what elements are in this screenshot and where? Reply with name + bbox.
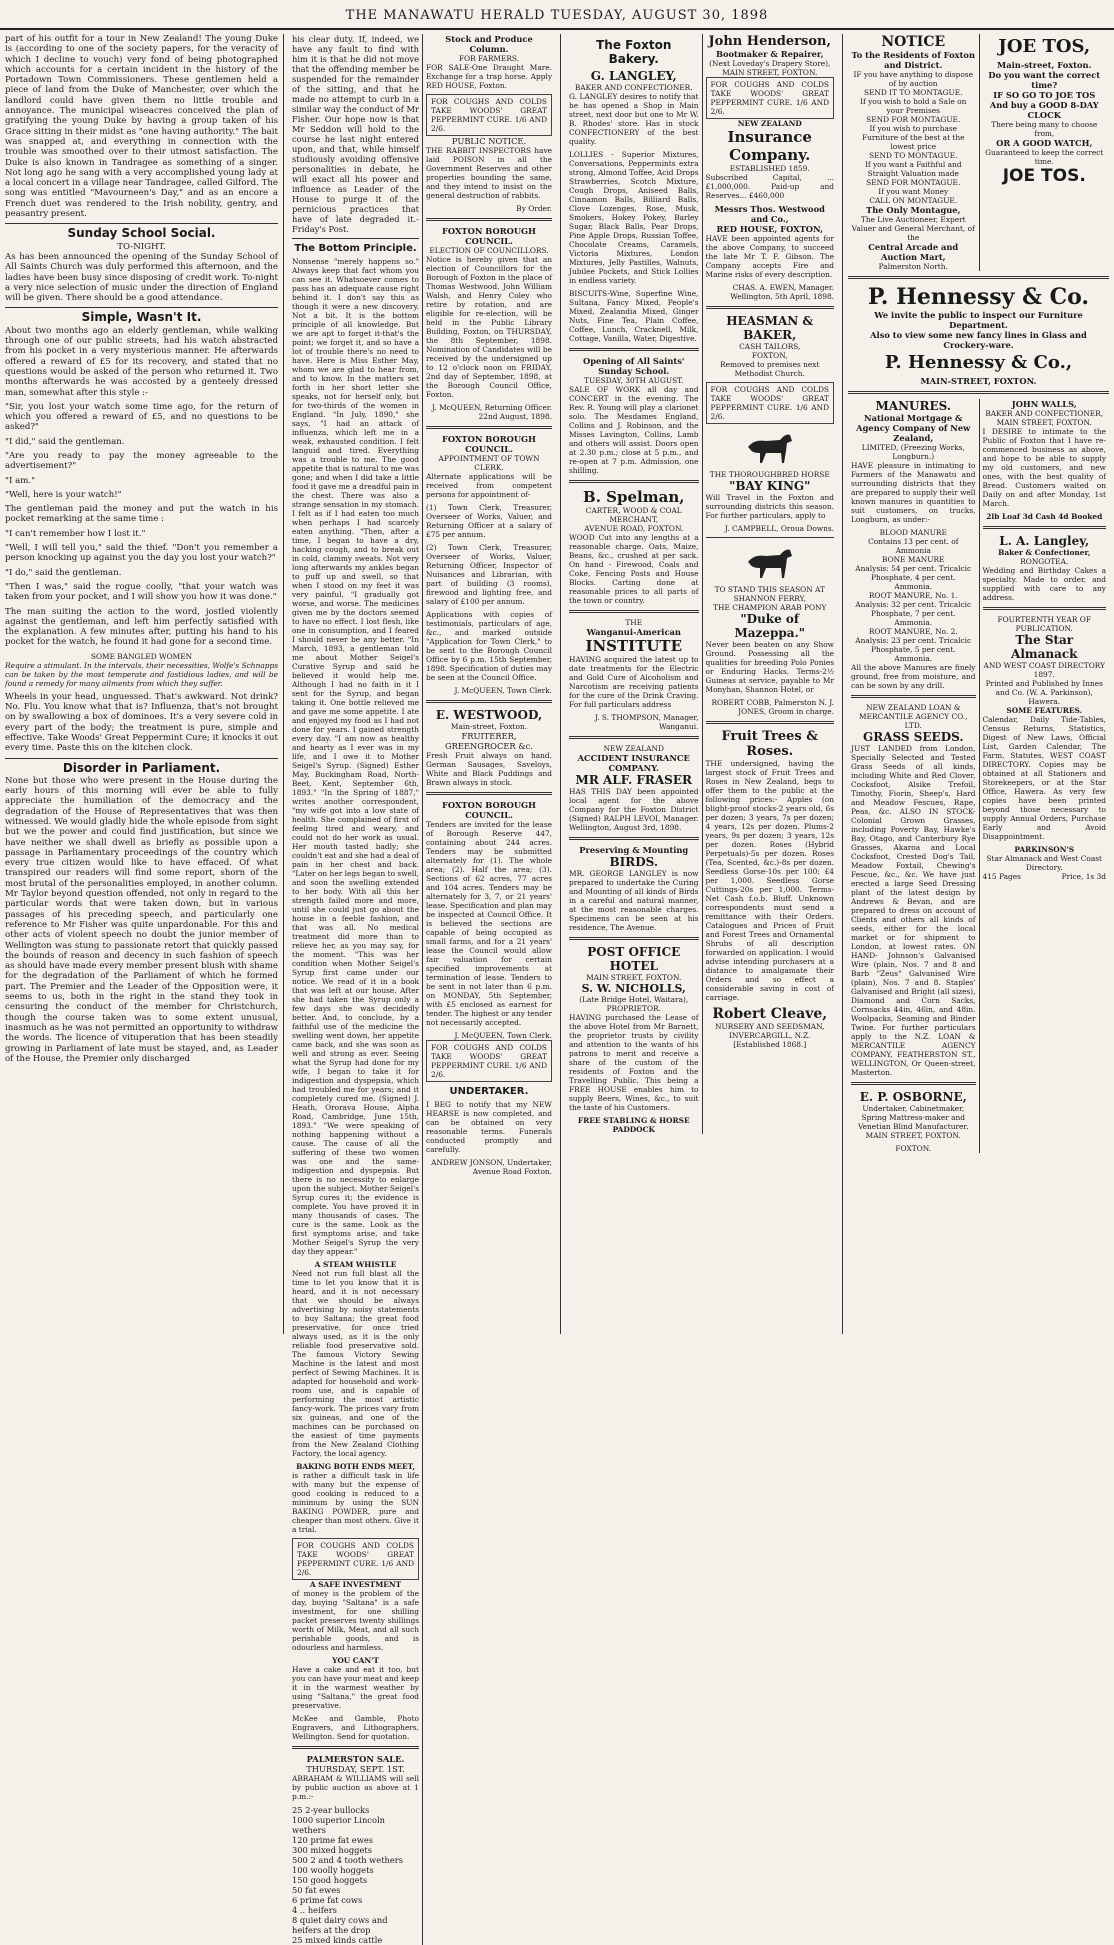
loaf-price: 2lb Loaf 3d Cash 4d Booked xyxy=(986,512,1103,521)
masthead-rule xyxy=(0,28,1114,30)
list-item: 4 .. heifers xyxy=(292,1905,337,1915)
mazeppa-heading: TO STAND THIS SEASON AT SHANNON FERRY, xyxy=(714,585,825,603)
only-montague: The Only Montague, xyxy=(866,205,961,215)
joe-tos-end: JOE TOS. xyxy=(1002,166,1086,186)
lease-text: Tenders are invited for the lease of Borough Reserve 447, containing about 244 acres. Tenders may be submitted alternately for (1). The whole area; (2). Half the area; (3). Sections of 62 acres, 77 acres and 104 acres. Tenders may be alternately for 3, 7, or 21 years' lease. Specification and plan may be inspected at Council Office. It is believed the sections are capable of being occupied as small farms, and for a 21 years' lease the Council would allow fair valuation for certain specified improvements at termination of lease. Tenders to be sent in not later than 6 p.m. on MONDAY, 5th September, with £5 enclosed as earnest for tender. The highest or any tender not necessarily accepted. xyxy=(426,820,552,1027)
la-langley-sub: Baker & Confectioner, xyxy=(998,548,1091,557)
column-4-top xyxy=(848,34,1109,271)
stock-produce-sub: FOR FARMERS. xyxy=(458,54,520,63)
divider xyxy=(848,391,1109,394)
safe-investment-text: of money is the problem of the day, buying "Saltana" is a safe investment, for one shilling packet preserves twenty shillings worth of Milk, Meat, and all such perishable goods, and is odourless and harmless. xyxy=(292,1589,419,1652)
walls-text: I DESIRE to intimate to the Public of Foxton that I have re-commenced business as above, and hope to be able to supply my old customers, and new ones, with the best quality of Bread. Customers waited on Daily on and after Monday, 1st March. xyxy=(982,427,1106,508)
divider xyxy=(426,218,552,221)
wheels-text: Wheels in your head, unguessed. That's awkward. Not drink? No. Flu. You know what that is? Influenza, that's not brought on by swallowing a box of dominoes. It's a very severe cold in every part of the body; the treatment is pure, simple and effective. Take Woods' Great Peppermint Cure; it knocks it out every time. Paste this on the kitchen clock. xyxy=(5,691,278,754)
manure-item: Analysis: 54 per cent. Tricalcic Phosphate, 4 per cent. Ammonia. xyxy=(855,564,972,591)
column-4-left xyxy=(848,399,979,1153)
list-item: 100 woolly hoggets xyxy=(292,1865,374,1875)
notice-line: If you wish to purchase Furniture of the best at the lowest price xyxy=(861,124,965,151)
divider xyxy=(426,792,552,795)
hennessy-heading: P. Hennessy & Co. xyxy=(867,284,1090,310)
manure-item: BONE MANURE xyxy=(882,555,945,564)
lollies-text: LOLLIES - Superior Mixtures, Conversations, Peppermints extra strong, Almond Toffee, Acid Drops Strawberries, Scotch Mixture, Cough Drops, Aniseed Balls, Cinnamon Balls, Billiard Balls, Clove Lozenges, Rose, Musk, Smokers, Hokey Pokey, Barley Sugar, Black Balls, Pear Drops, Pine Apple Drops, Russian Toffee, Chocolate Creams, Caramels, Victoria Mixtures, London Mixtures, Jelly Pastilles, Walnuts, Jubilee Pockets, and Stick Lollies in endless variety. xyxy=(569,150,699,285)
simple-paragraph: "Then I was," said the rogue coolly, "that your watch was taken from your pocket, and I will show you how it was done." xyxy=(5,581,278,603)
borough-council-heading: FOXTON BOROUGH COUNCIL. xyxy=(442,226,536,246)
divider xyxy=(851,695,976,698)
column-4 xyxy=(842,34,1114,1334)
sunday-school-social-heading: Sunday School Social. xyxy=(67,226,216,241)
horse-icon xyxy=(740,542,800,582)
simple-paragraph: "Well, here is your watch!" xyxy=(5,489,122,500)
stock-list xyxy=(292,1805,419,1945)
woods-cure-ad: FOR COUGHS AND COLDS TAKE WOODS' GREAT PEPPERMINT CURE. 1/6 AND 2/6. xyxy=(426,94,552,136)
woods-cure-ad: FOR COUGHS AND COLDS TAKE WOODS' GREAT PEPPERMINT CURE. 1/6 AND 2/6. xyxy=(292,1538,419,1580)
red-house-text: HAVE been appointed agents for the above Company, to succeed the late Mr T. F. Gibson. The Company accepts Fire and Marine risks of every description. xyxy=(705,234,834,279)
langley-name: G. LANGLEY, xyxy=(590,69,677,83)
fruiterer-heading: FRUITERER, GREENGROCER &c. xyxy=(445,731,533,751)
list-item: 8 quiet dairy cows and heifers at the drop xyxy=(292,1915,388,1935)
baking-text: is rather a difficult task in life with many but the expense of good cooking is reduced to a minimum by using the SUN BAKING POWDER, pure and cheaper than most others. Give it a trial. xyxy=(292,1471,419,1534)
birds-text: MR. GEORGE LANGLEY is now prepared to undertake the Curing and Mounting of all kinds of Birds in a careful and natural manner, at the most reasonable charges. Specimens can be seen at his residence, The Avenue. xyxy=(569,869,699,932)
divider xyxy=(292,1746,419,1749)
post-office-text: HAVING purchased the Lease of the above Hotel from Mr Barnett, the proprietor trusts by civility and attention to the wants of his patrons to merit and receive a share of the custom of the residents of Foxton and the Travelling Public. This being a FREE HOUSE enables him to supply Beers, Wines, &c., to suit the taste of his Customers. xyxy=(569,1013,699,1112)
hennessy-heading-2: P. Hennessy & Co., xyxy=(884,352,1073,373)
column-3-right xyxy=(702,34,838,1134)
mazeppa-text: Never been beaten on any Show Ground. Possessing all the qualities for breeding Polo Ponies or Enduring Hacks. Terms-2½ Guineas at service, payable to Mr Monyhan, Shannon Hotel, or xyxy=(705,640,834,694)
bay-king-text: Will Travel in the Foxton and surrounding districts this season. For further particulars, apply to xyxy=(705,493,834,520)
westwood-address: Main-street, Foxton. xyxy=(450,722,528,731)
steam-whistle-text: Need not run full blast all the time to let you know that it is heard, and it is not necessary that we should be always advertising by noisy statements to buy Saltana; the great food preservative, for once tried always used, as it is the only reliable food preservative sold. The famous Victory Sewing Machine is the latest and most perfect of Sewing Machines. It is adapted for household and work-room use, and is capable of performing the most artistic fancy-work. The prices vary from six guineas, and one of the machines can be purchased on the easiest of time payments from the New Zealand Clothing Factory, the local agency. xyxy=(292,1269,419,1458)
list-item: 120 prime fat ewes xyxy=(292,1835,373,1845)
all-saints-date: TUESDAY, 30TH AUGUST. xyxy=(584,376,684,385)
spelman-trade: CARTER, WOOD & COAL MERCHANT, xyxy=(585,506,682,524)
manure-item: Analysis: 32 per cent. Tricalcic Phosphate, 7 per cent. Ammonia. xyxy=(855,600,972,627)
woods-cure-ad: FOR COUGHS AND COLDS TAKE WOODS' GREAT PEPPERMINT CURE. 1/6 AND 2/6. xyxy=(706,77,835,119)
hennessy-also: Also to view some new fancy lines in Glass and Crockery-ware. xyxy=(870,330,1087,350)
birds-heading-2: BIRDS. xyxy=(609,855,659,869)
national-mortgage-sub: LIMITED, (Freezing Works, Longburn.) xyxy=(861,443,965,461)
rabbit-signature: By Order. xyxy=(516,204,552,213)
list-item: 1000 superior Lincoln wethers xyxy=(292,1815,385,1835)
simple-paragraph: "I am." xyxy=(5,475,36,486)
notice-line: SEND IT TO MONTAGUE. xyxy=(863,88,963,97)
town-clerk-text: Alternate applications will be received from competent persons for appointment of- xyxy=(426,472,552,499)
langley-trade: BAKER AND CONFECTIONER. xyxy=(574,83,693,92)
red-house-signature: CHAS. A. EWEN, Manager. Wellington, 5th April, 1898. xyxy=(730,283,834,301)
notice-line: SEND TO MONTAGUE. xyxy=(869,151,958,160)
price: Price, 1s 3d xyxy=(1061,872,1106,881)
disorder-heading: Disorder in Parliament. xyxy=(62,760,221,775)
osborne-text: Undertaker, Cabinetmaker, Spring Mattress-maker and Venetian Blind Manufacturer. MAIN STREET, FOXTON. xyxy=(858,1104,969,1140)
manure-item: BLOOD MANURE xyxy=(879,528,947,537)
cleave-established: [Established 1868.] xyxy=(733,1040,807,1049)
list-item: 50 fat ewes xyxy=(292,1885,341,1895)
heasman-heading: HEASMAN & BAKER, xyxy=(726,314,814,342)
mazeppa-name: "Duke of Mazeppa." xyxy=(734,612,805,640)
joe-tos-question: Do you want the correct time? xyxy=(988,70,1101,90)
duke-article: part of his outfit for a tour in New Zealand! The young Duke is (according to one of the society papers, for the veracity of which I decline to vouch) very fond of being photographed which accounts for a certain incident in the history of the Portadown Town Commissioners. These gentlemen held a piece of land from the Duke of Manchester, over which the landlord could have given them no little trouble and annoyance. The municipal wiseacres conceived the plan of gratifying the young Duke by having a group taken of his Grace sitting in their midst as "one having authority." The bait was snapped at, and everything in connection with the trouble was smoothed over to their utmost satisfaction. The Duke is also known in Tandragee as something of a singer. Not long ago he sang with a very accomplished young lady at a local concert in a village near Tandragee, called Gilford. The song was entitled "Mavourneen's Day," and as an encore a French duet was rendered to the Irish nobility, gentry, and peasantry present. xyxy=(5,34,278,220)
town-clerk-signature: J. McQUEEN, Town Clerk. xyxy=(454,686,552,695)
nz-loan-heading: NEW ZEALAND LOAN & MERCANTILE AGENCY CO., LTD. xyxy=(859,703,968,730)
post-office-address: MAIN STREET, FOXTON. xyxy=(586,973,682,982)
notice-line: If you want Money xyxy=(878,187,949,196)
notice-heading: NOTICE xyxy=(881,34,946,50)
institute-signature: J. S. THOMPSON, Manager, Wanganui. xyxy=(594,713,699,731)
notice-line: CALL ON MONTAGUE. xyxy=(869,196,958,205)
institute-text: HAVING acquired the latest up to date treatments for the Electric and Gold Cure of Alcoholism and Narcotism are receiving patients for the cure of the Drink Craving. For full particulars address xyxy=(569,655,699,709)
borough-council-heading: FOXTON BOROUGH COUNCIL. xyxy=(442,434,536,454)
manure-end: All the above Manures are finely ground, free from moisture, and can be sown by any drill. xyxy=(851,663,976,690)
star-printer: Printed and Published by Innes and Co. (W. A. Parkinson), Hawera. xyxy=(985,679,1103,706)
westwood-heading: E. WESTWOOD, xyxy=(435,708,543,722)
list-item: 6 prime fat cows xyxy=(292,1895,363,1905)
bay-king-signature: J. CAMPBELL, Oroua Downs. xyxy=(724,524,834,533)
cleave-heading: Robert Cleave, xyxy=(712,1006,828,1022)
bottom-principle-heading: The Bottom Principle. xyxy=(294,243,417,254)
la-langley-text: Wedding and Birthday Cakes a specialty. Made to order, and supplied with care to any address. xyxy=(982,566,1106,602)
column-2-left xyxy=(289,34,422,1945)
westwood-agents: Messrs Thos. Westwood and Co., xyxy=(714,204,825,224)
election-signature: J. McQUEEN, Returning Officer. 22nd August, 1898. xyxy=(432,403,552,421)
page-count: 415 Pages xyxy=(982,872,1021,881)
parkinsons: PARKINSON'S xyxy=(1014,845,1075,854)
grass-seeds-text: JUST LANDED from London, Specially Selected and Tested Grass Seeds of all kinds, including White and Red Clover, Cocksfoot, Alsike Trefoil, Timothy, Fiorin, Sheep's, Hard and Meadow Fescues, Rape, Peas, &c. ALSO IN STOCK-Colonial Grown Grasses, including Poverty Bay, Hawke's Bay, Otago, and Canterbury Rye Grasses, Akaroa and Local Cocksfoot, Crested Dog's Tail, Meadow Foxtail, Chewing's Fescue, &c., &c. We have just erected a large Seed Dressing plant of the latest design by Andrews & Bevan, and are prepared to dress on account of Clients and others all kinds of seeds, either for the local market or for shipment to London, at lowest rates. ON HAND- Johnson's Galvanised Wire (plain, Nos. 7 and 8 and Barb "Zeus" Galvanised Wire (plain), Nos. 7 and 8. Staples' Galvanised and Bright (all sizes), Diamond and Corn Sacks, Cornsacks 44in, 46in, and 48in. Woolpacks, Seaming and Binder Twine. For further particulars apply to the N.Z. LOAN & MERCANTILE AGENCY COMPANY, FEATHERSTON ST., WELLINGTON, Or Queen-street, Masterton. xyxy=(851,744,976,1077)
post-office-hotel-heading: POST OFFICE HOTEL xyxy=(587,945,681,973)
joe-tos-address: Main-street, Foxton. xyxy=(997,60,1092,70)
spelman-heading: B. Spelman, xyxy=(583,488,685,506)
star-features: SOME FEATURES. xyxy=(1006,706,1083,715)
bay-king-heading: THE THOROUGHBRED HORSE xyxy=(709,470,830,479)
parkinsons-sub: Star Almanack and West Coast Directory. xyxy=(986,854,1103,872)
list-item: 25 mixed kinds cattle xyxy=(292,1935,383,1945)
bakery-text: G. LANGLEY desires to notify that he has opened a Shop in Main street, next door but one to Mr W. B. Rhodes' store. Has in stock CONFECTIONERY of the best quality. xyxy=(569,92,699,146)
hennessy-address: MAIN-STREET, FOXTON. xyxy=(920,376,1037,386)
column-2-right xyxy=(422,34,555,1945)
simple-heading: Simple, Wasn't It. xyxy=(81,310,202,325)
divider xyxy=(569,736,699,739)
mazeppa-signature: ROBERT COBB, Palmerston N. J. JONES, Groom in charge. xyxy=(711,698,834,716)
notice-line: SEND FOR MONTAGUE. xyxy=(866,178,961,187)
divider xyxy=(706,306,835,309)
notice-line: SEND FOR MONTAGUE. xyxy=(866,115,961,124)
election-heading: ELECTION OF COUNCILLORS. xyxy=(429,246,549,255)
woods-cure-ad: FOR COUGHS AND COLDS TAKE WOODS' GREAT PEPPERMINT CURE. 1/6 AND 2/6. xyxy=(426,1040,552,1082)
divider xyxy=(706,537,835,538)
divider xyxy=(426,700,552,703)
joe-tos-go: IF SO GO TO JOE TOS xyxy=(993,90,1096,100)
manure-item: Analysis: 23 per cent. Tricalcic Phosphate, 5 per cent. Ammonia. xyxy=(855,636,972,663)
fruiterer-text: Fresh Fruit always on hand. German Sausages, Saveloys, White and Black Puddings and Brawn always in stock. xyxy=(426,751,552,787)
fruit-trees-heading: Fruit Trees & Roses. xyxy=(721,729,818,759)
accident-heading-1: NEW ZEALAND xyxy=(603,744,664,753)
national-mortgage-heading: National Mortgage & Agency Company of New Zealand, xyxy=(856,413,971,443)
town-clerk-option: (2) Town Clerk, Treasurer, Overseer of Works, Valuer, Returning Officer, Inspector of Nuisances and Librarian, with part of building (3 rooms), firewood and lighting free, and salary of £100 per annum. xyxy=(426,543,552,606)
divider xyxy=(426,426,552,429)
town-clerk-heading: APPOINTMENT OF TOWN CLERK. xyxy=(438,454,540,472)
town-clerk-end: Applications with copies of testimonials, particulars of age, &c., and marked outside "Application for Town Clerk," to be sent to the Borough Council Office by 6 p.m. 15th September, 1898. Specification of duties may be seen at the Council Office. xyxy=(426,610,552,682)
you-cant-text: Have a cake and eat it too, but you can have your meat and keep it in the warmest weather by using "Saltana," the great food preservative. xyxy=(292,1665,419,1710)
divider xyxy=(5,223,278,224)
henderson-heading: John Henderson, xyxy=(708,34,831,49)
fraser-heading: MR ALF. FRASER xyxy=(575,773,692,787)
palmerston-sale-heading: PALMERSTON SALE. xyxy=(306,1754,405,1764)
column-3-left xyxy=(566,34,702,1134)
for-sale-ad: FOR SALE-One Draught Mare. Exchange for a trap horse. Apply RED HOUSE, Foxton. xyxy=(426,63,552,90)
cleave-trade: NURSERY AND SEEDSMAN, INVERCARGILL, N.Z. xyxy=(715,1022,825,1040)
joe-tos-many: There being many to choose from, xyxy=(991,120,1098,138)
undertaker-signature: ANDREW JONSON, Undertaker, Avenue Road Foxton. xyxy=(431,1158,552,1176)
mckee-text: McKee and Gamble, Photo Engravers, and Lithographers, Wellington. Send for quotation. xyxy=(292,1714,419,1741)
town-clerk-option: (1) Town Clerk, Treasurer, Overseer of Works, Valuer, and Returning Officer at a salary of £75 per annum. xyxy=(426,503,552,539)
biscuits-text: BISCUITS-Wine, Superfine Wine, Sultana, Fancy Mixed, People's Mixed, Zealandia Mixed, Ginger Nuts, Fine Tea, Plain Coffee, Coffee, Lunch, Cracknell, Milk, Cottage, Vanilla, Water, Digestive. xyxy=(569,289,699,343)
simple-paragraph: About two months ago an elderly gentleman, while walking through one of our public streets, had his watch abstracted from his pocket in a very mysterious manner. He afterwards offered a reward of £5 for its recovery, and stated that no questions would be asked of the person who returned it. Two months afterwards he was accosted by a genteely dressed man, somewhat after this style :- xyxy=(5,325,278,398)
grass-seeds-heading: GRASS SEEDS. xyxy=(862,730,964,744)
horse-icon xyxy=(740,427,800,467)
joe-tos-heading: JOE TOS, xyxy=(998,36,1091,57)
divider xyxy=(983,607,1107,610)
all-saints-text: SALE OF WORK all day and CONCERT in the evening. The Rev. R. Young will play a clarionet solo. The Mesdames England, Collins and J. Robinson, and the Misses Lavington, Collins, Lamb and others will assist. Doors open at 2.30 p.m.; close at 5 p.m., and re-open at 7 p.m. Admission, one shilling. xyxy=(569,385,699,475)
women-text: Require a stimulant. In the intervals, their necessities, Wolfe's Schnapps can be taken by the most temperate and fastidious ladies, and will be found a remedy for many ailments from which they suffer. xyxy=(5,660,278,688)
mazeppa-sub: THE CHAMPION ARAB PONY xyxy=(713,603,827,612)
you-cant-heading: YOU CAN'T xyxy=(332,1656,379,1665)
column-4-right xyxy=(979,399,1110,1153)
women-heading: SOME BANGLED WOMEN xyxy=(90,651,193,661)
simple-paragraph: "I do," said the gentleman. xyxy=(5,567,122,578)
undertaker-text: I BEG to notify that my NEW HEARSE is now completed, and can be obtained on very reasonable terms. Funerals conducted promptly and carefully. xyxy=(426,1100,552,1154)
insurance-established: ESTABLISHED 1859. xyxy=(729,164,810,173)
column-2 xyxy=(283,34,560,1945)
divider xyxy=(569,348,699,351)
institute-heading-2: Wanganui-American xyxy=(586,627,681,637)
joe-tos-watch: OR A GOOD WATCH, xyxy=(996,138,1093,148)
montague-ad xyxy=(848,34,979,271)
notice-line: If you wish to hold a Sale on your Premises xyxy=(860,97,967,115)
manure-item: ROOT MANURE, No. 2. xyxy=(868,627,958,636)
stock-produce-heading: Stock and Produce Column. xyxy=(445,34,533,54)
joe-tos-guarantee: Guaranteed to keep the correct time. xyxy=(985,148,1104,166)
la-langley-place: RONGOTEA. xyxy=(1020,557,1069,566)
joe-tos-ad xyxy=(979,34,1110,271)
heasman-address: FOXTON, xyxy=(751,351,788,360)
fraser-text: HAS THIS DAY been appointed local agent for the above Company for the Foxton District (Signed) RALPH LEVOI, Manager. Wellington, August 3rd, 1898. xyxy=(569,787,699,832)
walls-heading: JOHN WALLS, xyxy=(1011,399,1077,409)
divider xyxy=(851,1082,976,1085)
notice-sub: To the Residents of Foxton and District. xyxy=(851,50,975,70)
safe-investment-heading: A SAFE INVESTMENT xyxy=(309,1580,402,1589)
simple-paragraph: The gentleman paid the money and put the watch in his pocket remarking at the same time : xyxy=(5,504,278,525)
rabbit-notice: THE RABBIT INSPECTORS have laid POISON in all the Government Reserves and other properties bounding the same, and they intend to insist on the general destruction of rabbits. xyxy=(426,146,552,200)
manure-item: ROOT MANURE, No. 1. xyxy=(868,591,958,600)
nicholls-role: (Late Bridge Hotel, Waitara), PROPRIETOR. xyxy=(579,995,689,1013)
palmerston-sale-date: THURSDAY, SEPT. 1ST. xyxy=(306,1764,405,1774)
osborne-heading: E. P. OSBORNE, xyxy=(859,1090,967,1104)
notice-line: If you want a Faithful and Straight Valuation made xyxy=(864,160,962,178)
divider xyxy=(569,480,699,483)
public-notice-heading: PUBLIC NOTICE. xyxy=(451,136,527,146)
steam-whistle-heading: A STEAM WHISTLE xyxy=(314,1260,397,1269)
simple-paragraph: "Well, I will tell you," said the thief. "Don't you remember a person knocking up against you the day you lost your watch?" xyxy=(5,543,278,564)
lease-heading: FOXTON BOROUGH COUNCIL. xyxy=(442,800,536,820)
fruit-trees-text: THE undersigned, having the largest stock of Fruit Trees and Roses in New Zealand, begs to offer them to the public at the following prices:- Apples (on blight-proof stocks-2 years old, 6s per dozen; 3 years, 7s per dozen; 4 years, 12s per dozen. Plums-2 years, 9s per dozen; 3 years, 12s per dozen. Roses (Hybrid Perpetuals)-5s per dozen. Roses (Tea, Scented, &c.)-8s per dozen. Seedless Gorse-10s per 100; £4 per 1,000. Seedless Gorse Cuttings-20s per 1,000. Terms-Net Cash f.o.b. Bluff. Unknown correspondents must send a remittance with their Orders. Catalogues and Prices of Fruit and Forest Trees and Ornamental Shrubs of all description forwarded on application. I would advise intending purchasers at a distance to amalgamate their Orders and so effect a considerable saving in cost of carriage. xyxy=(705,759,834,1002)
divider xyxy=(569,610,699,613)
nicholls-name: S. W. NICHOLLS, xyxy=(581,982,686,995)
divider xyxy=(292,238,419,239)
hennessy-invite: We invite the public to inspect our Furniture Department. xyxy=(874,310,1083,330)
free-stabling: FREE STABLING & HORSE PADDOCK xyxy=(577,1116,690,1134)
column-3 xyxy=(560,34,842,1334)
red-house: RED HOUSE, FOXTON, xyxy=(716,224,823,234)
simple-paragraph: "I did," said the gentleman. xyxy=(5,436,125,447)
list-item: 300 mixed hoggets xyxy=(292,1845,372,1855)
palmerston-north: Palmerston North. xyxy=(878,262,948,271)
insurance-heading-2: Insurance Company. xyxy=(727,128,812,164)
undertaker-heading: UNDERTAKER. xyxy=(449,1086,529,1097)
divider xyxy=(983,526,1107,529)
simple-paragraph: The man suiting the action to the word, jostled violently against the gentleman, and left him perfectly satisfied with the explanation. A few minutes after, putting his hand to his pocket for the watch, he found it had gone for a second time. xyxy=(5,606,278,648)
social-subheading: TO-NIGHT. xyxy=(117,241,166,252)
disorder-article: None but those who were present in the House during the early hours of this morning will ever be able to fully appreciate the humiliation of the democracy and the degradation of the House of Representatives that was then witnessed. We would gladly hide the whole episode from sight but we the power and could find justification, but since we have neither we shall dwell as briefly as possible upon a passage in Parliamentary proceedings of the country which every true citizen would like to have effaced. Of what transpired our readers will find some report, shorn of the most brutal of the personalities employed, in another column. Mr Taylor beyond question offended, not only in regard to the particular words that were taken down, but in various passages of his preceding speech, and particularly one reference to Mr Fisher was quite unpardonable. For this and other acts of violent speech no doubt the junior member of Wellington was stung to passionate retort that quickly passed the bounds of reason and decency in such fashion of speech as should have made every member present blush with shame for the degradation of the Parliament of which he formed part. The Premier and the Leader of the Opposition were, it seems to us, both in the right in the stand they took in censuring the conduct of the member for Christchurch, though the course taken was to some extent unusual, inasmuch as he was not permitted an opportunity to withdraw the words. The licence of vituperation that has been steadily growing in Parliament of late must be stayed, and, as Leader of the House, the Premier only discharged xyxy=(5,775,278,1064)
star-footer xyxy=(983,872,1107,881)
masthead: THE MANAWATU HERALD TUESDAY, AUGUST 30, 1898 xyxy=(345,8,769,23)
column-4-bottom xyxy=(848,399,1109,1153)
institute-heading-1: THE xyxy=(625,618,643,627)
divider xyxy=(706,721,835,724)
baking-heading: BAKING BOTH ENDS MEET, xyxy=(296,1462,415,1471)
national-mortgage-text: HAVE pleasure in intimating to Farmers of the Manawatu and surrounding districts that they are prepared to supply their well known manures in quantities to suit customers, on trucks, Longburn, as under:- xyxy=(851,461,976,524)
all-saints-heading: Opening of All Saints' Sunday School. xyxy=(583,356,685,376)
star-heading: The Star Almanack xyxy=(1011,633,1078,661)
birds-heading: Preserving & Mounting xyxy=(579,845,689,855)
manure-item: Contains 13 per cent. of Ammonia xyxy=(868,537,959,555)
divider xyxy=(569,837,699,840)
walls-sub: BAKER AND CONFECTIONER, MAIN STREET, FOXTON. xyxy=(985,409,1104,427)
list-item: 150 good hoggets xyxy=(292,1875,368,1885)
insurance-capital: Subscribed Capital, ... £1,000,000. Paid-up and Reserves... £460,000 xyxy=(705,173,834,200)
simple-paragraph: "Are you ready to pay the money agreeable to the advertisement?" xyxy=(5,450,278,472)
star-text: Calendar, Daily Tide-Tables, Census Returns, Statistics, Digest of New Laws, Official List, Garden Calendar, The Farm, Statutes, WEST COAST DIRECTORY. Copies may be obtained at all Stationers and Storekeepers, or at the Star Office, Hawera. As very few copies have been printed beyond those necessary to supply Annual Orders, Purchase Early and Avoid Disappointment. xyxy=(982,715,1106,841)
star-year: FOURTEENTH YEAR OF PUBLICATION. xyxy=(997,615,1091,633)
insurance-heading-1: NEW ZEALAND xyxy=(737,119,802,128)
institute-heading-3: INSTITUTE xyxy=(585,637,683,655)
divider xyxy=(5,307,278,308)
column-3-subcolumns xyxy=(566,34,837,1134)
joe-tos-clock: And buy a GOOD 8-DAY CLOCK xyxy=(989,100,1099,120)
osborne-end: FOXTON. xyxy=(895,1144,932,1153)
lease-signature: J. McQUEEN, Town Clerk. xyxy=(454,1031,552,1040)
bay-king-name: "BAY KING" xyxy=(729,479,811,493)
henderson-address: (Next Loveday's Drapery Store), MAIN STREET, FOXTON. xyxy=(709,59,831,77)
simple-paragraph: "Sir, you lost your watch some time ago, for the return of which you offered a reward of £5, and no questions to be asked?" xyxy=(5,401,278,433)
simple-paragraph: "I can't remember how I lost it." xyxy=(5,528,146,539)
henderson-trade: Bootmaker & Repairer, xyxy=(715,49,824,59)
bakery-heading: The Foxton Bakery. xyxy=(596,38,672,66)
manures-heading: MANURES. xyxy=(875,399,952,413)
bottom-principle-article: Nonsense "merely happens so." Always keep that fact whom you can see it. Whatsoever comes to pass has an adequate cause right behind it. I don't say this as though it were a new discovery. Not a bit. It is the bottom principle of all knowledge. But we are apt to forget it-that's the point; we forget it, and so have a lot of trouble there's no need to have. Here is Miss Esther May, whom we are glad to hear from, and to know. In the matters set forth in her short letter she speaks, not for herself only, but for two-thirds of the women in England. "In July, 1890," she says, "I had an attack of influenza, which left me in a weak, exhausted condition. I felt languid and tired. Everything was a trouble to me. The good appetite that is natural to me was gone; and when I did take a little food it gave me a dreadful pain in the chest. There was also a strange sensation in my stomach. I felt as if I had eaten too much when perhaps I had scarcely eaten anything. "Then, after a time, I began to have a dry, hacking cough, and to break out in cold, clammy sweats. Not very long afterwards my ankles began to puff up and swell, so that when I stood on my feet it was very painful. "I gradually got worse, and worse. The medicines given me by the doctors seemed to have no effect. I lost flesh, like one in consumption, and I feared I should never be any better. "In March, 1893, a gentleman told me about Mother Seigel's Curative Syrup and said he believed it would help me. Although I had no faith in it I sent for the Syrup, and began taking it. One bottle relieved me and gave me some appetite. I ate and enjoyed my food as I had not done for years. I gained strength every day. "I am now as healthy and hearty as I ever was in my life, and I owe it to Mother Seigel's Syrup. (Signed) Esther May, Buckingham Road, North-Beet, Kent, September 6th, 1893." "In the Spring of 1887," writes another correspondent, "my wife got into a low state of health. She complained of first of feeling tired and weary, and could not do her work as usual. Her mouth tasted badly; she couldn't eat and she had a deal of pain in her chest and back. "Later on her legs began to swell, and soon the swelling extended to her body. With all this her strength failed more and more, until she could just go about the house in a feeble fashion, and that was all. No medical treatment did more than to relieve her, as you may say, for the moment. "This was her condition when Mother Seigel's Syrup first came under our notice. We read of it in a book that was left at our house. After she had taken the Syrup only a few days she was decidedly better. And, to conclude, by a faithful use of the medicine the swelling went down, her appetite came back, and she was soon as well and strong as ever. Seeing what the Syrup had done for my wife, I began to take it for indigestion and dyspepsia, which had troubled me for years; and it completely cured me. (Signed) J. Heath, Ororava House, Alpha Road, Cambridge, June 15th, 1893." "We were speaking of nothing happening without a cause. The cause of all the suffering of these two women was one and the same-indigestion and dyspepsia. But there is no necessity to enlarge upon the subject. Mother Seigel's Syrup cures it; the evidence is complete. You have proved it in many thousands of cases. The cure is the same. Look as the first symptoms arise, and take Mother Seigel's Syrup the very day they appear." xyxy=(292,257,419,1256)
election-text: Notice is hereby given that an election of Councillors for the Borough of Foxton in the place of Thomas Westwood, John William Walsh, and Henry Coley who retire by rotation, and are eligible for re-election, will be held in the Public Library Building, Foxton, on THURSDAY, the 8th September, 1898. Nomination of Candidates will be received by the undersigned up to 12 o'clock noon on FRIDAY, 2nd day of September, 1898, at the Borough Council Office, Foxton. xyxy=(426,255,552,399)
divider xyxy=(5,758,278,759)
notice-line: IF you have anything to dispose of by auction xyxy=(853,70,973,88)
la-langley-heading: L. A. Langley, xyxy=(999,534,1090,548)
list-item: 500 2 and 4 tooth wethers xyxy=(292,1855,404,1865)
heasman-trade: CASH TAILORS, xyxy=(739,342,801,351)
woods-cure-ad: FOR COUGHS AND COLDS TAKE WOODS' GREAT PEPPERMINT CURE. 1/6 AND 2/6. xyxy=(706,382,835,424)
divider xyxy=(848,276,1109,279)
spelman-text: WOOD Cut into any lengths at a reasonable charge. Oats, Maize, Beans, &c., crushed at per sack. On hand - Firewood, Coals and Coke, Fencing Posts and House Blocks. Carting done at reasonable prices to all parts of the town or country. xyxy=(569,533,699,605)
column-1 xyxy=(0,34,283,1334)
star-sub: AND WEST COAST DIRECTORY 1897. xyxy=(983,661,1105,679)
list-item: 25 2-year bullocks xyxy=(292,1805,370,1815)
palmerston-sale-intro: ABRAHAM & WILLIAMS will sell by public auction as above at 1 p.m.:- xyxy=(292,1774,419,1801)
divider xyxy=(569,937,699,940)
parliament-continued: his clear duty. If, indeed, we have any fault to find with him it is that he did not move that the offending member be suspended for the remainder of the sitting, and that he made no attempt to curb in a similar way the conduct of Mr Fisher. Our hope now is that Mr Seddon will hold to the course he last night entered upon, and that, while himself studiously avoiding offensive personalities in debate, he will exact all his power and influence as Leader of the House to purge it of the pernicious practices that have of late degraded it.-Friday's Post. xyxy=(292,34,419,234)
heasman-text: Removed to premises next Methodist Church. xyxy=(720,360,820,378)
central-arcade: Central Arcade and Auction Mart, xyxy=(868,242,959,262)
accident-heading-2: ACCIDENT INSURANCE COMPANY. xyxy=(577,753,690,773)
social-article: As has been announced the opening of the Sunday School of All Saints Church was duly performed this afternoon, and the ladies have been busy since disposing of credit work. To-night a very nice selection of music under the direction of England will be given. There should be a good attendance. xyxy=(5,251,278,304)
column-2-subcolumns xyxy=(289,34,555,1945)
only-montague-sub: The Live Auctioneer, Expert Valuer and General Merchant, of the xyxy=(851,215,975,242)
spelman-address: AVENUE ROAD, FOXTON. xyxy=(584,524,684,533)
